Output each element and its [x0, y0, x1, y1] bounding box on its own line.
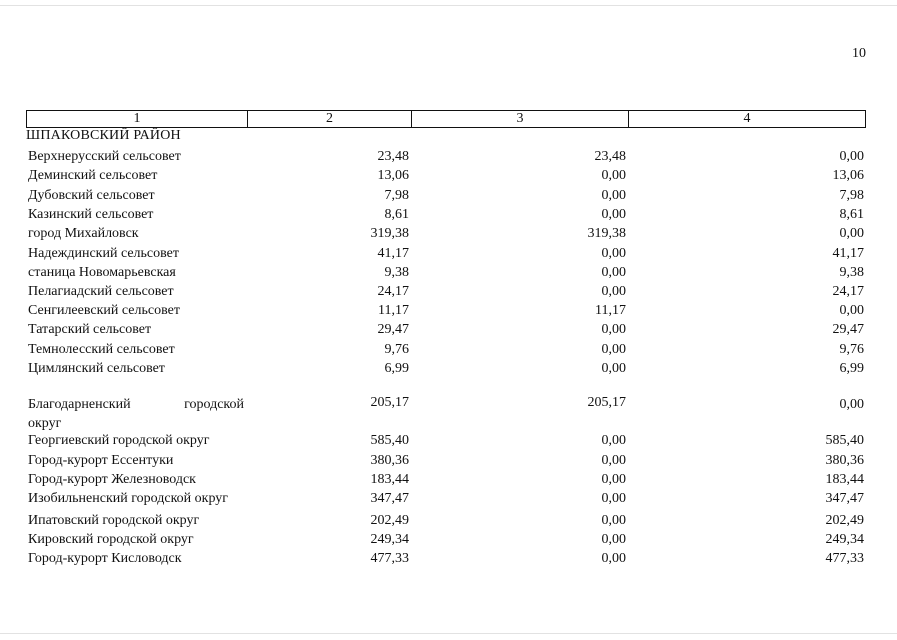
row-col-4: 6,99	[839, 361, 864, 376]
row-col-3: 0,00	[601, 265, 626, 280]
row-col-4: 380,36	[825, 453, 864, 468]
table-header	[26, 110, 866, 128]
row-col-2: 9,76	[384, 342, 409, 357]
row-col-2: 24,17	[377, 284, 409, 299]
row-col-3: 205,17	[587, 395, 626, 410]
row-name: Надеждинский сельсовет	[28, 246, 179, 261]
row-col-4: 0,00	[839, 149, 864, 164]
row-col-4: 8,61	[839, 207, 864, 222]
row-col-2: 205,17	[370, 395, 409, 410]
row-col-3: 0,00	[601, 472, 626, 487]
row-col-2: 13,06	[377, 168, 409, 183]
row-col-3: 0,00	[601, 532, 626, 547]
row-col-2: 319,38	[370, 226, 409, 241]
row-name: Цимлянский сельсовет	[28, 361, 165, 376]
row-name: Город-курорт Железноводск	[28, 472, 196, 487]
row-col-4: 13,06	[832, 168, 864, 183]
row-name: Город-курорт Кисловодск	[28, 551, 182, 566]
row-col-3: 319,38	[587, 226, 626, 241]
row-col-3: 0,00	[601, 246, 626, 261]
row-col-2: 347,47	[370, 491, 409, 506]
row-name: Верхнерусский сельсовет	[28, 149, 181, 164]
row-col-4: 24,17	[832, 284, 864, 299]
row-col-2: 477,33	[370, 551, 409, 566]
scan-edge-top	[0, 5, 897, 6]
row-name: Дубовский сельсовет	[28, 188, 155, 203]
row-name: Казинский сельсовет	[28, 207, 154, 222]
row-col-4: 9,38	[839, 265, 864, 280]
row-col-4: 29,47	[832, 322, 864, 337]
row-col-2: 23,48	[377, 149, 409, 164]
row-col-2: 6,99	[384, 361, 409, 376]
row-col-4: 7,98	[839, 188, 864, 203]
row-name: Сенгилеевский сельсовет	[28, 303, 180, 318]
row-col-3: 23,48	[594, 149, 626, 164]
row-name: Пелагиадский сельсовет	[28, 284, 174, 299]
row-col-4: 0,00	[839, 303, 864, 318]
row-col-3: 0,00	[601, 491, 626, 506]
row-col-3: 0,00	[601, 361, 626, 376]
row-col-3: 0,00	[601, 207, 626, 222]
row-col-3: 0,00	[601, 513, 626, 528]
row-col-4: 183,44	[825, 472, 864, 487]
row-col-2: 8,61	[384, 207, 409, 222]
row-col-2: 9,38	[384, 265, 409, 280]
row-col-3: 0,00	[601, 284, 626, 299]
row-col-3: 0,00	[601, 168, 626, 183]
row-col-2: 585,40	[370, 433, 409, 448]
row-col-4: 41,17	[832, 246, 864, 261]
row-col-4: 202,49	[825, 513, 864, 528]
row-col-3: 0,00	[601, 188, 626, 203]
header-col-3: 3	[412, 111, 629, 127]
row-col-3: 0,00	[601, 551, 626, 566]
row-col-2: 249,34	[370, 532, 409, 547]
row-col-4: 477,33	[825, 551, 864, 566]
row-col-2: 202,49	[370, 513, 409, 528]
row-name: Татарский сельсовет	[28, 322, 152, 337]
row-name: Изобильненский городской округ	[28, 491, 229, 506]
header-col-4: 4	[743, 111, 751, 126]
row-name	[28, 395, 244, 433]
row-col-2: 11,17	[378, 303, 409, 318]
row-col-2: 41,17	[377, 246, 409, 261]
row-name: Георгиевский городской округ	[28, 433, 210, 448]
row-col-3: 0,00	[601, 322, 626, 337]
section-title: ШПАКОВСКИЙ РАЙОН	[26, 128, 181, 143]
row-col-3: 0,00	[601, 453, 626, 468]
header-col-1: 1	[27, 111, 248, 127]
row-name: Деминский сельсовет	[28, 168, 158, 183]
row-col-4: 249,34	[825, 532, 864, 547]
row-name: Темнолесский сельсовет	[28, 342, 175, 357]
row-col-3: 11,17	[595, 303, 626, 318]
scan-edge-bottom	[0, 633, 897, 634]
row-name: Ипатовский городской округ	[28, 513, 200, 528]
row-col-4: 9,76	[839, 342, 864, 357]
header-col-2: 2	[248, 111, 412, 127]
row-col-4: 0,00	[839, 397, 864, 412]
page-number: 10	[852, 46, 866, 61]
row-name-line-1: Благодарненский городской	[28, 397, 244, 412]
row-name-line-2: округ	[28, 416, 62, 431]
row-col-4: 347,47	[825, 491, 864, 506]
row-name: Кировский городской округ	[28, 532, 194, 547]
row-col-2: 29,47	[377, 322, 409, 337]
row-col-3: 0,00	[601, 433, 626, 448]
row-col-4: 0,00	[839, 226, 864, 241]
row-col-3: 0,00	[601, 342, 626, 357]
row-name: станица Новомарьевская	[28, 265, 176, 280]
row-name: город Михайловск	[28, 226, 139, 241]
row-col-2: 7,98	[384, 188, 409, 203]
row-col-4: 585,40	[825, 433, 864, 448]
row-col-2: 380,36	[370, 453, 409, 468]
row-col-2: 183,44	[370, 472, 409, 487]
row-name: Город-курорт Ессентуки	[28, 453, 174, 468]
